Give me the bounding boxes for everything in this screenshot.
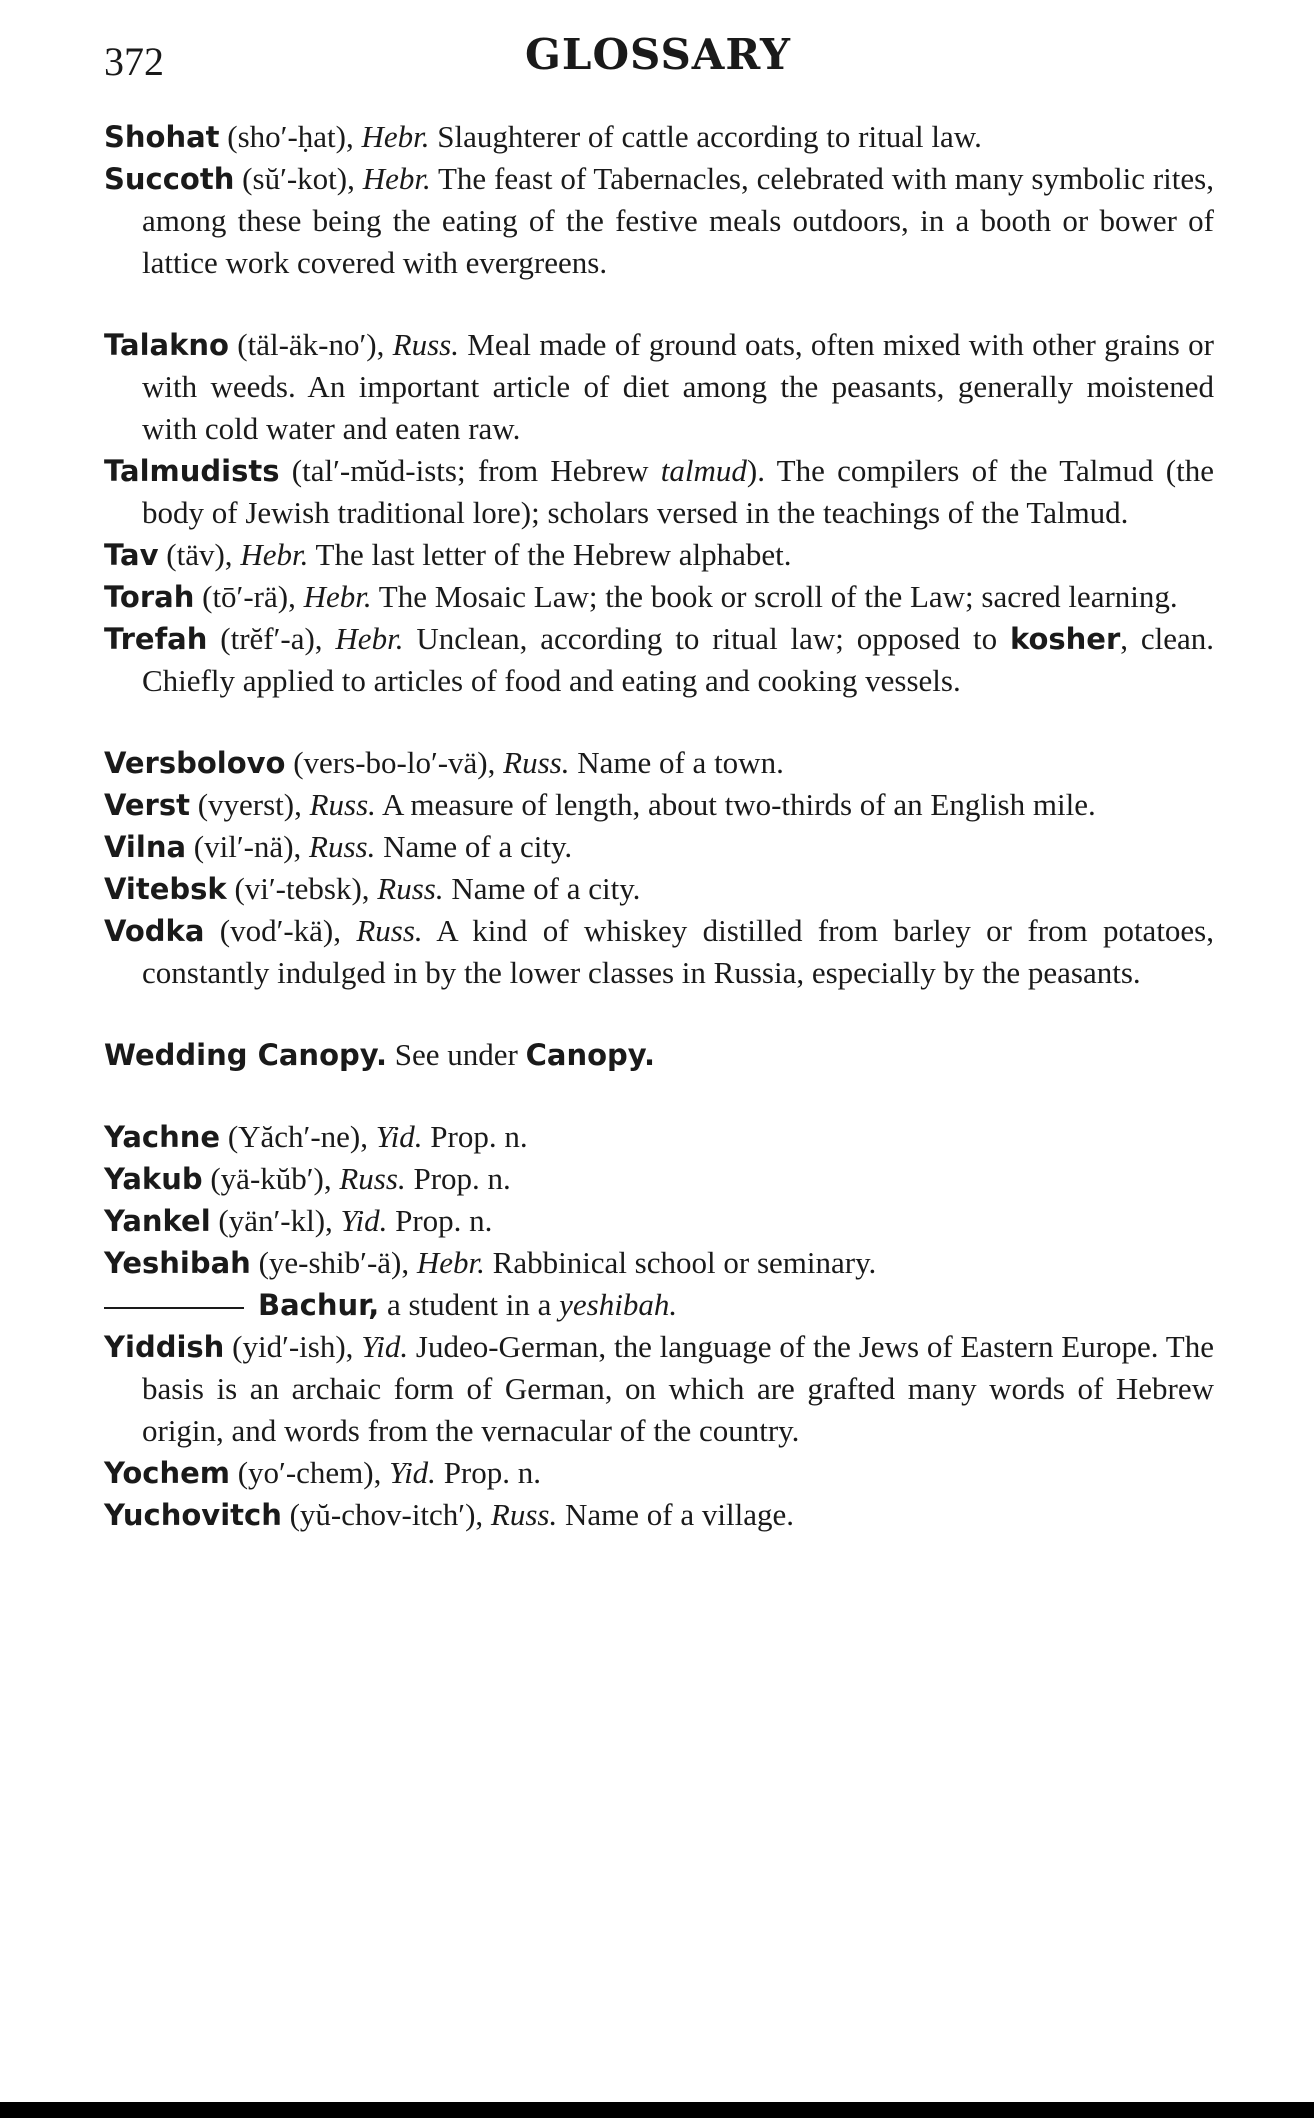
entry-pronunciation: (vi′-tebsk), <box>226 871 378 906</box>
entry-definition: A measure of length, about two-thirds of an English mile. <box>375 787 1096 822</box>
entry-term: Trefah <box>104 622 208 656</box>
entry-language: Russ. <box>490 1497 558 1532</box>
entry-term: Wedding Canopy. <box>104 1038 388 1072</box>
entry-pronunciation: (ye-shib′-ä), <box>250 1245 417 1280</box>
entry-term: Bachur, <box>258 1288 380 1322</box>
entry-term: Vilna <box>104 830 187 864</box>
glossary-entry-yeshibah <box>104 1242 1214 1284</box>
entry-definition: A kind of whiskey distilled from barley or from potatoes, constantly indulged in by the lower classes in Russia, especially by the peasants. <box>142 913 1214 990</box>
entry-definition: Rabbinical school or seminary. <box>484 1245 877 1280</box>
entry-cross-term: kosher <box>1009 622 1121 656</box>
entry-term: Yochem <box>104 1456 230 1490</box>
entry-definition: ). The compilers of the Talmud (the body of Jewish traditional lore); scholars versed in the teachings of the Talmud. <box>142 453 1214 530</box>
entry-pronunciation: (sho′-ḥat), <box>219 119 362 154</box>
entry-term: Yuchovitch <box>104 1498 282 1532</box>
section-gap <box>104 702 1214 742</box>
entry-definition: Meal made of ground oats, often mixed with other grains or with weeds. An important article of diet among the peasants, generally moistened with cold water and eaten raw. <box>142 327 1214 446</box>
glossary-entry-talakno <box>104 324 1214 450</box>
entry-language: Russ. <box>392 327 459 362</box>
entry-definition: The Mosaic Law; the book or scroll of the Law; sacred learning. <box>371 579 1178 614</box>
entry-pronunciation: (yän′-kl), <box>210 1203 341 1238</box>
page-header <box>104 30 1212 90</box>
entry-language: Russ. <box>356 913 423 948</box>
entry-language: Hebr. <box>361 119 430 154</box>
glossary-entry-yachne <box>104 1116 1214 1158</box>
glossary-list <box>104 116 1214 1536</box>
entry-definition: Name of a village. <box>557 1497 794 1532</box>
entry-definition: The last letter of the Hebrew alphabet. <box>308 537 792 572</box>
entry-term: Yeshibah <box>104 1246 251 1280</box>
glossary-entry-yochem <box>104 1452 1214 1494</box>
glossary-entry-tav <box>104 534 1214 576</box>
glossary-entry-torah <box>104 576 1214 618</box>
entry-language: Yid. <box>375 1119 423 1154</box>
entry-language: Russ. <box>377 871 444 906</box>
entry-language: Russ. <box>503 745 570 780</box>
entry-term: Talakno <box>104 328 229 362</box>
entry-definition: Name of a town. <box>569 745 784 780</box>
entry-italic-word: yeshibah. <box>559 1287 678 1322</box>
scan-bottom-border <box>0 2102 1314 2118</box>
entry-language: Hebr. <box>240 537 309 572</box>
glossary-entry-vodka <box>104 910 1214 994</box>
entry-italic-word: talmud <box>660 453 747 488</box>
entry-definition: Prop. n. <box>435 1455 542 1490</box>
entry-pronunciation: (yid′-ish), <box>224 1329 362 1364</box>
entry-term: Yachne <box>104 1120 221 1154</box>
entry-language: Yid. <box>340 1203 388 1238</box>
entry-definition: Slaughterer of cattle according to ritual law. <box>429 119 982 154</box>
entry-pronunciation: (vil′-nä), <box>186 829 310 864</box>
entry-term: Yiddish <box>104 1330 225 1364</box>
glossary-entry-succoth <box>104 158 1214 284</box>
entry-pronunciation: (sŭ′-kot), <box>234 161 363 196</box>
glossary-entry-trefah <box>104 618 1214 702</box>
glossary-entry-shohat <box>104 116 1214 158</box>
page-title: GLOSSARY <box>525 30 791 79</box>
page-number: 372 <box>104 39 164 84</box>
entry-pronunciation: (täv), <box>158 537 241 572</box>
entry-pronunciation: (vyerst), <box>189 787 310 822</box>
entry-term: Shohat <box>104 120 220 154</box>
entry-language: Russ. <box>339 1161 406 1196</box>
entry-language: Hebr. <box>362 161 431 196</box>
entry-pronunciation: (yä-kŭb′), <box>202 1161 340 1196</box>
glossary-subentry-bachur <box>104 1284 1214 1326</box>
glossary-entry-yakub <box>104 1158 1214 1200</box>
entry-term: Succoth <box>104 162 235 196</box>
entry-language: Russ. <box>309 787 376 822</box>
entry-language: Yid. <box>361 1329 409 1364</box>
entry-pronunciation: (Yăch′-ne), <box>220 1119 376 1154</box>
entry-term: Vodka <box>104 914 205 948</box>
glossary-entry-vitebsk <box>104 868 1214 910</box>
entry-cross-term: Canopy. <box>525 1038 656 1072</box>
glossary-entry-verst <box>104 784 1214 826</box>
glossary-entry-yiddish <box>104 1326 1214 1452</box>
section-gap <box>104 284 1214 324</box>
entry-term: Yakub <box>104 1162 203 1196</box>
entry-language: Hebr. <box>335 621 404 656</box>
entry-term: Talmudists <box>104 454 280 488</box>
entry-definition: Judeo-German, the language of the Jews of Eastern Europe. The basis is an archaic form of German, on which are grafted many words of Hebrew origin, and words from the vernacular of the country. <box>142 1329 1214 1448</box>
entry-pronunciation: (vod′-kä), <box>204 913 357 948</box>
glossary-entry-vilna <box>104 826 1214 868</box>
glossary-entry-yankel <box>104 1200 1214 1242</box>
entry-term: Vitebsk <box>104 872 227 906</box>
glossary-entry-yuchovitch <box>104 1494 1214 1536</box>
entry-definition: Unclean, according to ritual law; opposed to <box>403 621 1010 656</box>
entry-language: Russ. <box>309 829 376 864</box>
entry-term: Yankel <box>104 1204 211 1238</box>
entry-definition: Prop. n. <box>387 1203 493 1238</box>
section-gap <box>104 1076 1214 1116</box>
entry-term: Verst <box>104 788 190 822</box>
entry-definition: Name of a city. <box>375 829 573 864</box>
section-gap <box>104 994 1214 1034</box>
ditto-dash <box>104 1307 244 1309</box>
entry-pronunciation: (tō′-rä), <box>194 579 304 614</box>
entry-term: Tav <box>104 538 159 572</box>
entry-pronunciation: (täl-äk-no′), <box>228 327 393 362</box>
glossary-entry-talmudists <box>104 450 1214 534</box>
entry-language: Yid. <box>389 1455 436 1490</box>
glossary-entry-wedding-canopy <box>104 1034 1214 1076</box>
entry-pronunciation: (yo′-chem), <box>229 1455 390 1490</box>
entry-definition: Prop. n. <box>422 1119 528 1154</box>
entry-pronunciation: (yŭ-chov-itch′), <box>281 1497 491 1532</box>
entry-definition: See under <box>387 1037 526 1072</box>
entry-pronunciation: (vers-bo-lo′-vä), <box>285 745 504 780</box>
entry-pronunciation: (tal′-mŭd-ists; from Hebrew <box>279 453 661 488</box>
entry-term: Torah <box>104 580 195 614</box>
entry-definition: Prop. n. <box>405 1161 511 1196</box>
entry-language: Hebr. <box>303 579 372 614</box>
entry-definition: The feast of Tabernacles, celebrated with many symbolic rites, among these being the eating of the festive meals outdoors, in a booth or bower of lattice work covered with evergreens. <box>142 161 1214 280</box>
entry-language: Hebr. <box>416 1245 485 1280</box>
entry-term: Versbolovo <box>104 746 286 780</box>
entry-definition: a student in a <box>379 1287 560 1322</box>
entry-definition-cont: , clean. Chiefly applied to articles of food and eating and cooking vessels. <box>142 621 1215 698</box>
entry-definition: Name of a city. <box>443 871 641 906</box>
glossary-entry-versbolovo <box>104 742 1214 784</box>
entry-pronunciation: (trĕf′-a), <box>207 621 336 656</box>
